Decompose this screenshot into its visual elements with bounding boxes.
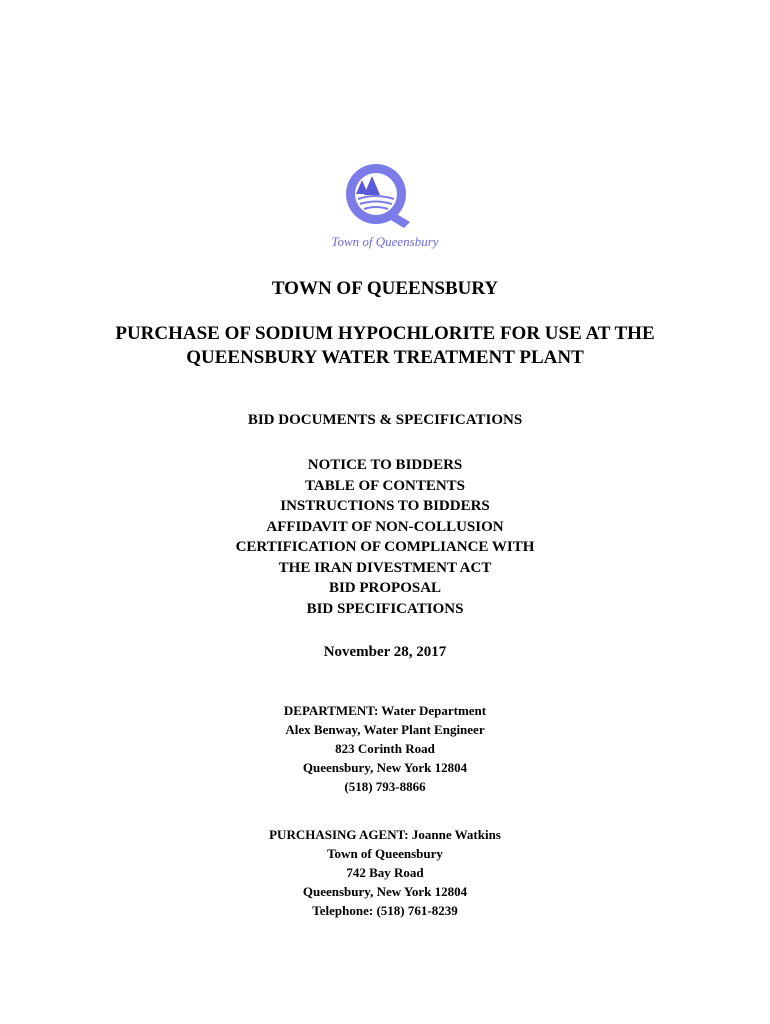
department-line: (518) 793-8866 — [344, 779, 426, 794]
document-title-line: PURCHASE OF SODIUM HYPOCHLORITE FOR USE AT THE — [115, 323, 655, 344]
purchasing-line: Telephone: (518) 761-8239 — [312, 903, 458, 918]
contents-list — [0, 455, 770, 619]
department-line: Alex Benway, Water Plant Engineer — [285, 722, 485, 737]
town-logo — [320, 158, 450, 254]
contents-item: THE IRAN DIVESTMENT ACT — [278, 559, 492, 576]
department-line: DEPARTMENT: Water Department — [283, 703, 487, 718]
purchasing-line: PURCHASING AGENT: Joanne Watkins — [269, 827, 501, 842]
bid-documents-heading: BID DOCUMENTS & SPECIFICATIONS — [247, 412, 523, 428]
purchasing-line: 742 Bay Road — [346, 865, 424, 880]
document-title-line: QUEENSBURY WATER TREATMENT PLANT — [186, 347, 584, 368]
purchasing-line: Queensbury, New York 12804 — [302, 884, 468, 899]
department-block — [0, 701, 770, 796]
contents-item: BID SPECIFICATIONS — [306, 600, 464, 617]
contents-item: AFFIDAVIT OF NON-COLLUSION — [266, 518, 504, 535]
contents-item: TABLE OF CONTENTS — [304, 477, 466, 494]
contents-item: INSTRUCTIONS TO BIDDERS — [280, 498, 490, 514]
queensbury-q-logo-icon — [320, 158, 450, 234]
department-line: 823 Corinth Road — [335, 741, 435, 756]
town-title: TOWN OF QUEENSBURY — [271, 278, 499, 299]
contents-item: BID PROPOSAL — [328, 580, 442, 596]
purchasing-agent-block — [0, 825, 770, 920]
contents-item: CERTIFICATION OF COMPLIANCE WITH — [235, 539, 535, 555]
logo-caption: Town of Queensbury — [331, 234, 439, 249]
document-title — [0, 322, 770, 370]
department-line: Queensbury, New York 12804 — [302, 760, 468, 775]
contents-item: NOTICE TO BIDDERS — [307, 457, 463, 473]
purchasing-line: Town of Queensbury — [327, 846, 443, 861]
document-date: November 28, 2017 — [323, 644, 447, 660]
